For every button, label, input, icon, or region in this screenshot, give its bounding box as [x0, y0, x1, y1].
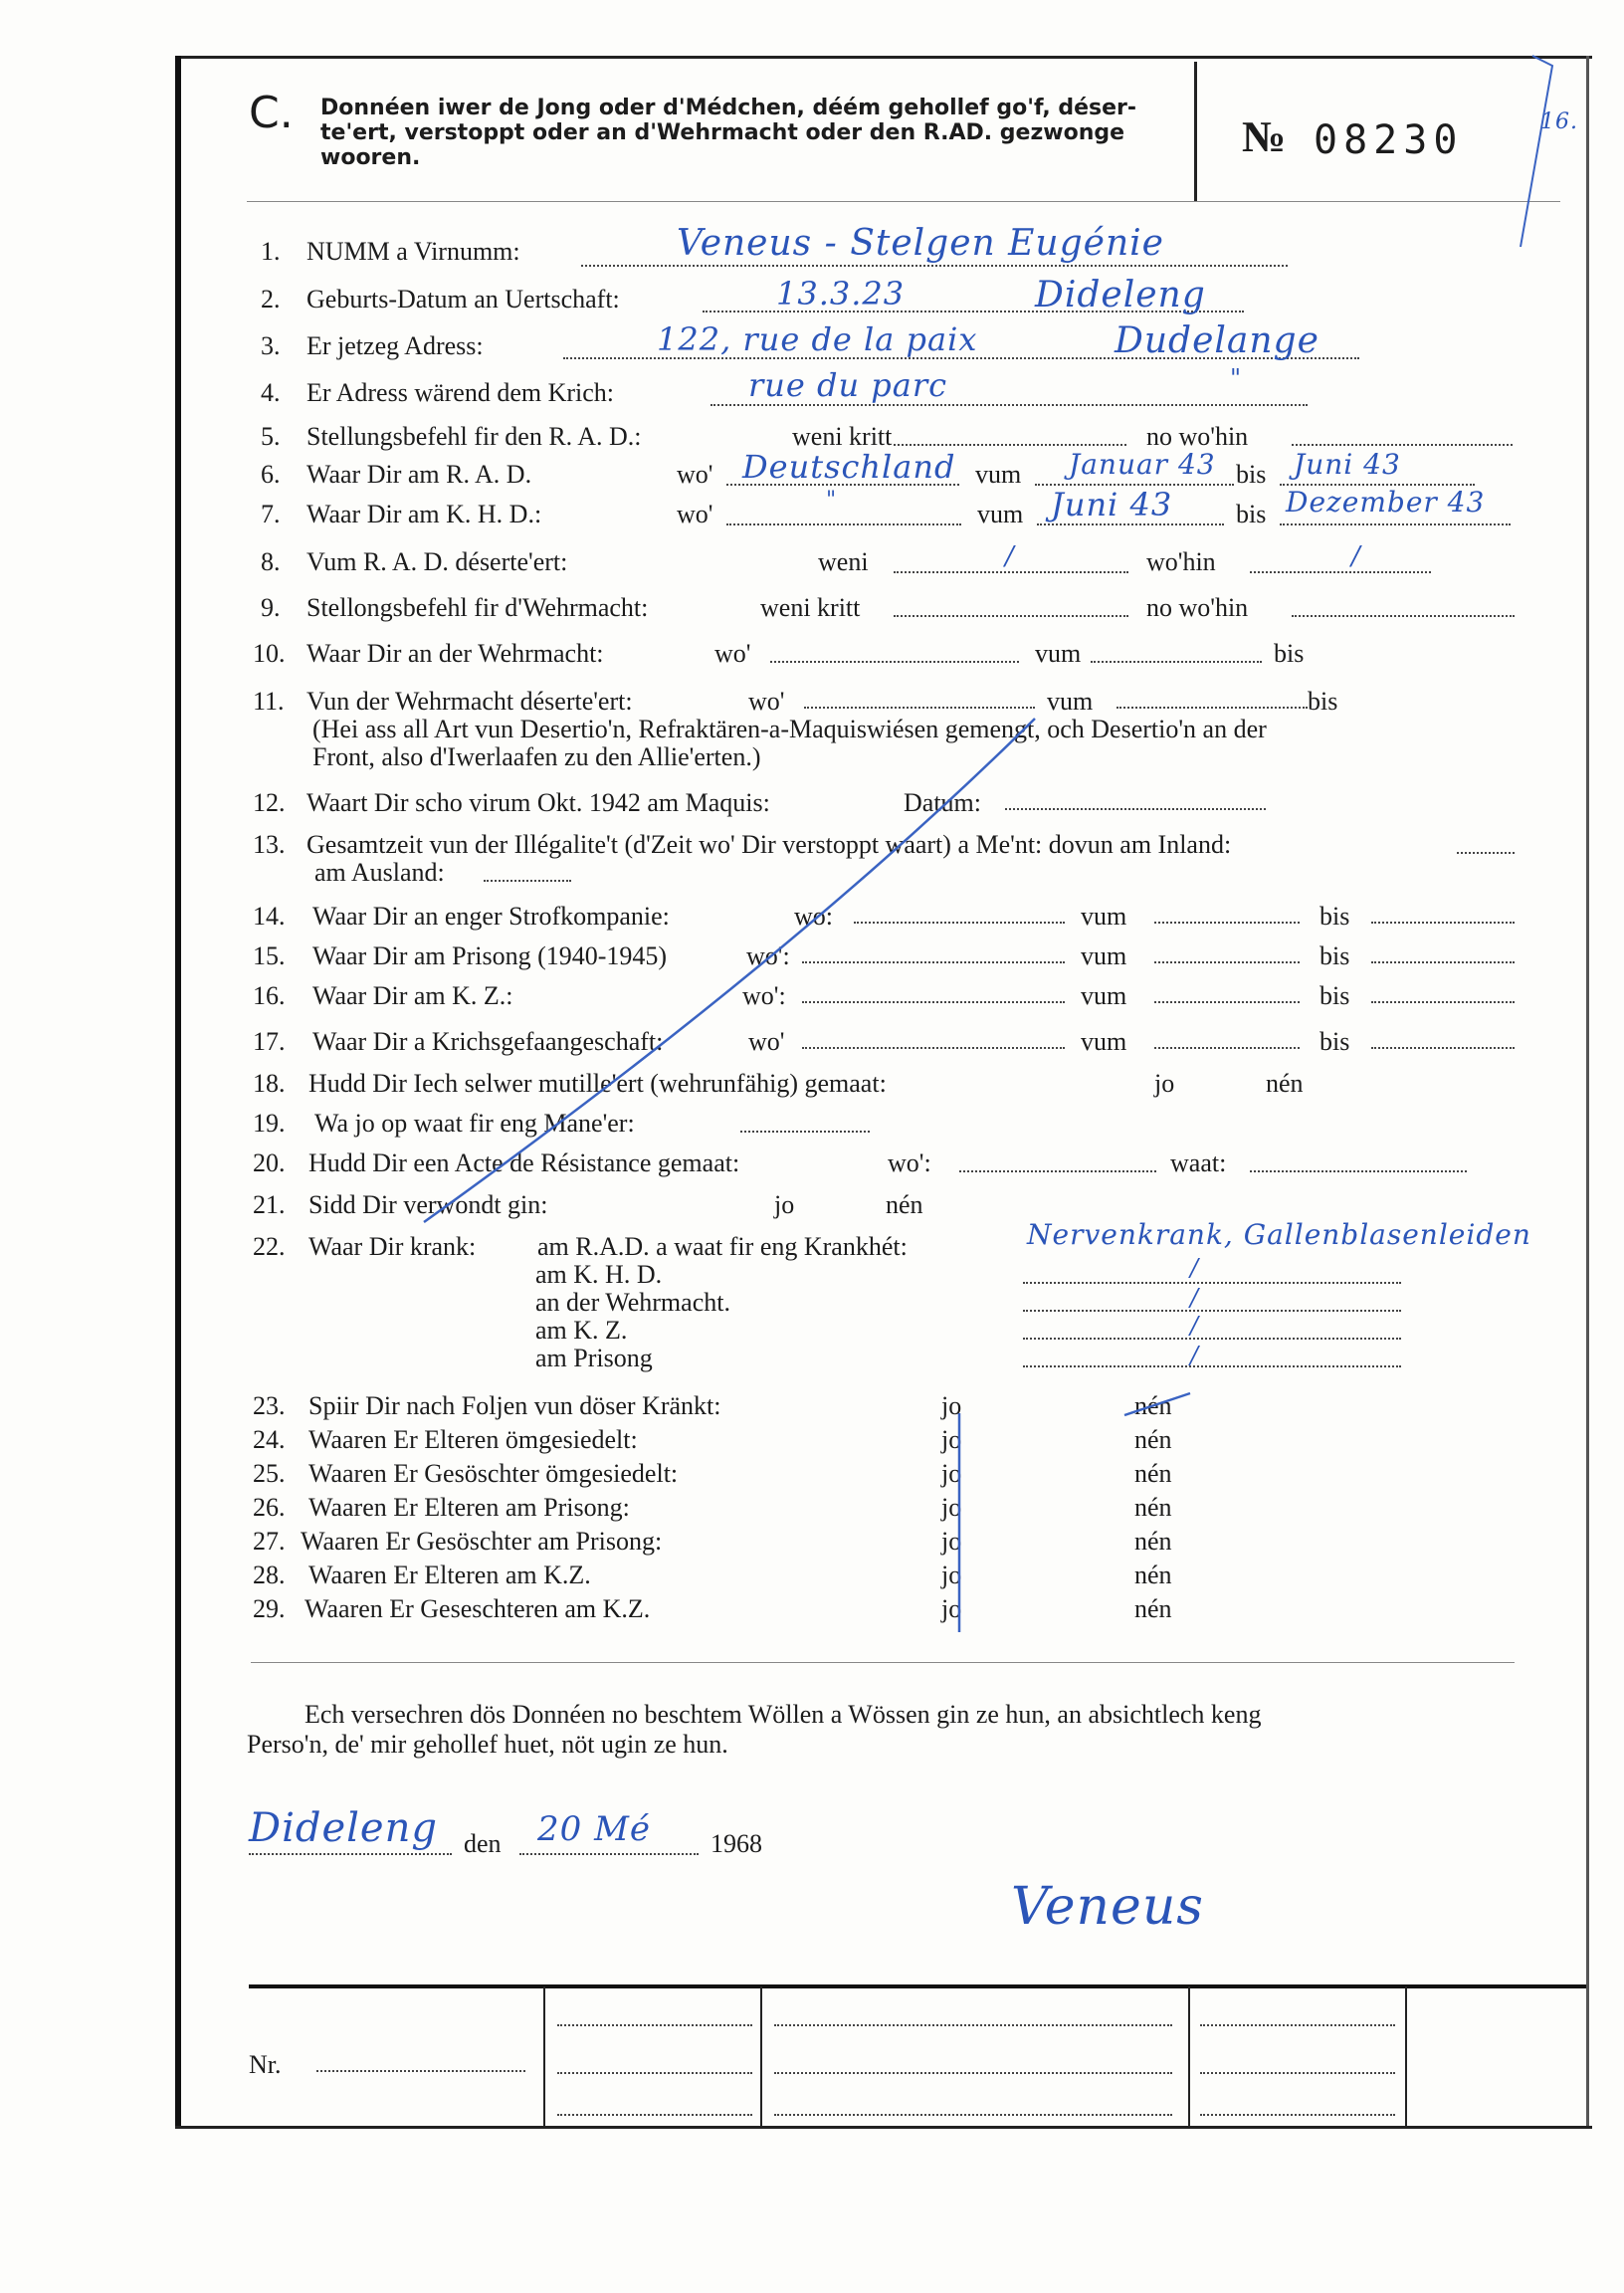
q14-label: Waar Dir an enger Strofkompanie:: [312, 902, 670, 931]
q2-date: 13.3.23: [776, 275, 906, 313]
q22-num: 22.: [253, 1232, 286, 1261]
footer-cell-2b: [774, 2072, 1172, 2074]
q8-num: 8.: [261, 547, 281, 576]
q27-jo: jo: [941, 1527, 962, 1556]
year-label: 1968: [710, 1829, 762, 1858]
q11-num: 11.: [253, 687, 285, 716]
q25-nen: nén: [1134, 1459, 1172, 1488]
section-letter: C.: [249, 88, 294, 138]
q29-num: 29.: [253, 1594, 286, 1623]
footer-col-4: [1405, 1986, 1407, 2126]
q25-jo: jo: [941, 1459, 962, 1488]
q15-bis: bis: [1320, 941, 1350, 970]
q26-nen: nén: [1134, 1493, 1172, 1522]
q16-wo: wo':: [742, 981, 786, 1010]
q21-label: Sidd Dir verwondt gin:: [308, 1190, 548, 1219]
q7-bis-answer: Dezember 43: [1286, 486, 1486, 519]
q8-label: Vum R. A. D. déserte'ert:: [306, 547, 568, 576]
q17-vum: vum: [1081, 1027, 1127, 1056]
q11-note-line-1: (Hei ass all Art vun Desertio'n, Refraktären-a-Maquiswiésen gemengt, och Desertio'n an der: [312, 715, 1267, 743]
q21-jo: jo: [774, 1190, 795, 1219]
signature-date: 20 Mé: [537, 1809, 652, 1849]
q25-label: Waaren Er Gesöschter ömgesiedelt:: [308, 1459, 679, 1488]
q22-sub-kz: am K. Z.: [535, 1316, 628, 1345]
footer-nr-line: [316, 2070, 525, 2072]
q6-num: 6.: [261, 460, 281, 489]
q7-vum-answer: Juni 43: [1051, 486, 1173, 523]
q26-label: Waaren Er Elteren am Prisong:: [308, 1493, 630, 1522]
q7-bis: bis: [1236, 500, 1267, 528]
q28-nen: nén: [1134, 1561, 1172, 1589]
footer-cell-1b: [557, 2072, 752, 2074]
q4-mark: ": [1230, 364, 1243, 392]
form-number: 08230: [1314, 117, 1464, 163]
q7-vum: vum: [977, 500, 1024, 528]
q22-sub-wehrmacht-mark: /: [1190, 1284, 1200, 1312]
q16-vum: vum: [1081, 981, 1127, 1010]
q2-label: Geburts-Datum an Uertschaft:: [306, 285, 620, 313]
q24-jo: jo: [941, 1425, 962, 1454]
header-title-line-3: wooren.: [320, 145, 421, 170]
q6-vum: vum: [975, 460, 1022, 489]
q13-line-1: Gesamtzeit vun der Illégalite't (d'Zeit wo' Dir verstoppt waart) a Me'nt: dovun am Inland:: [306, 830, 1232, 859]
q26-num: 26.: [253, 1493, 286, 1522]
date-line: [519, 1853, 699, 1855]
q18-nen: nén: [1266, 1069, 1304, 1098]
q14-wo: wo:: [794, 902, 833, 931]
place-line: [249, 1853, 452, 1855]
q6-bis: bis: [1236, 460, 1267, 489]
q26-jo: jo: [941, 1493, 962, 1522]
q22-label: Waar Dir krank:: [308, 1232, 477, 1261]
q28-label: Waaren Er Elteren am K.Z.: [308, 1561, 591, 1589]
q1-num: 1.: [261, 237, 281, 266]
q11-bis: bis: [1308, 687, 1338, 716]
q23-tick: [1124, 1393, 1190, 1415]
q27-nen: nén: [1134, 1527, 1172, 1556]
q11-wo: wo': [748, 687, 785, 716]
q15-wo: wo':: [746, 941, 790, 970]
q4-answer: rue du parc: [748, 366, 948, 404]
q13-num: 13.: [253, 830, 286, 859]
q14-num: 14.: [253, 902, 286, 931]
q24-label: Waaren Er Elteren ömgesiedelt:: [308, 1425, 638, 1454]
q1-answer: Veneus - Stelgen Eugénie: [677, 223, 1164, 264]
q10-bis: bis: [1274, 639, 1305, 668]
q12-num: 12.: [253, 788, 286, 817]
q9-label: Stellongsbefehl fir d'Wehrmacht:: [306, 593, 649, 622]
q22-sub-prisong-mark: /: [1190, 1342, 1200, 1369]
q8-weni: weni: [818, 547, 869, 576]
q24-nen: nén: [1134, 1425, 1172, 1454]
q9-weni: weni kritt: [760, 593, 861, 622]
q20-label: Hudd Dir een Acte de Résistance gemaat:: [308, 1148, 740, 1177]
q5-label: Stellungsbefehl fir den R. A. D.:: [306, 422, 642, 451]
q8-weni-answer: /: [1005, 541, 1015, 571]
header-title-line-1: Donnéen iwer de Jong oder d'Médchen, déém gehollef go'f, déser-: [320, 96, 1136, 120]
q5-num: 5.: [261, 422, 281, 451]
q15-vum: vum: [1081, 941, 1127, 970]
q19-num: 19.: [253, 1109, 286, 1138]
q29-label: Waaren Er Geseschteren am K.Z.: [304, 1594, 651, 1623]
q7-wo: wo': [677, 500, 713, 528]
margin-note: 16.: [1540, 109, 1578, 134]
q28-num: 28.: [253, 1561, 286, 1589]
declaration-line-1: Ech versechren dös Donnéen no beschtem Wöllen a Wössen gin ze hun, an absichtlech keng: [304, 1700, 1262, 1729]
footer-col-1: [543, 1986, 545, 2126]
q14-vum: vum: [1081, 902, 1127, 931]
q17-label: Waar Dir a Krichsgefaangeschaft:: [312, 1027, 664, 1056]
q21-nen: nén: [886, 1190, 923, 1219]
footer-cell-2c: [774, 2114, 1172, 2116]
q9-wohin: no wo'hin: [1146, 593, 1249, 622]
q25-num: 25.: [253, 1459, 286, 1488]
q22-rad: am R.A.D. a waat fir eng Krankhét:: [537, 1232, 908, 1261]
footer-cell-3a: [1200, 2024, 1395, 2026]
margin-stroke: [1521, 56, 1552, 247]
footer-col-2: [760, 1986, 762, 2126]
q1-label: NUMM a Virnumm:: [306, 237, 520, 266]
q20-num: 20.: [253, 1148, 286, 1177]
q5-weni: weni kritt: [792, 422, 893, 451]
signature-place: Dideleng: [249, 1805, 438, 1851]
q6-wo: wo': [677, 460, 713, 489]
q12-datum: Datum:: [904, 788, 981, 817]
q10-wo: wo': [714, 639, 751, 668]
footer-nr: Nr.: [249, 2050, 282, 2079]
q5-wohin: no wo'hin: [1146, 422, 1249, 451]
signature: Veneus: [1011, 1877, 1204, 1937]
q3-place: Dudelange: [1115, 320, 1320, 361]
q6-label: Waar Dir am R. A. D.: [306, 460, 532, 489]
footer-col-3: [1188, 1986, 1190, 2126]
q3-num: 3.: [261, 331, 281, 360]
q29-jo: jo: [941, 1594, 962, 1623]
den-label: den: [464, 1829, 502, 1858]
q20-waat: waat:: [1170, 1148, 1227, 1177]
q28-jo: jo: [941, 1561, 962, 1589]
footer-cell-3c: [1200, 2114, 1395, 2116]
q16-label: Waar Dir am K. Z.:: [312, 981, 513, 1010]
q23-label: Spiir Dir nach Foljen vun döser Kränkt:: [308, 1391, 721, 1420]
q3-answer: 122, rue de la paix: [657, 320, 978, 358]
q24-num: 24.: [253, 1425, 286, 1454]
q23-nen: nén: [1134, 1391, 1172, 1420]
q18-jo: jo: [1154, 1069, 1175, 1098]
q22-sub-kz-mark: /: [1190, 1312, 1200, 1340]
q6-vum-answer: Januar 43: [1069, 448, 1216, 481]
q16-bis: bis: [1320, 981, 1350, 1010]
q9-num: 9.: [261, 593, 281, 622]
q22-sub-wehrmacht: an der Wehrmacht.: [535, 1288, 730, 1317]
q16-num: 16.: [253, 981, 286, 1010]
q23-num: 23.: [253, 1391, 286, 1420]
header-title-line-2: te'ert, verstoppt oder an d'Wehrmacht oder den R.AD. gezwonge: [320, 120, 1125, 145]
footer-cell-2a: [774, 2024, 1172, 2026]
q10-num: 10.: [253, 639, 286, 668]
q7-num: 7.: [261, 500, 281, 528]
q22-sub-khd-mark: /: [1190, 1254, 1200, 1282]
q22-sub-khd: am K. H. D.: [535, 1260, 663, 1289]
q23-jo: jo: [941, 1391, 962, 1420]
q7-label: Waar Dir am K. H. D.:: [306, 500, 542, 528]
q13-line-2: am Ausland:: [314, 858, 445, 887]
q7-wo-answer: ": [826, 488, 838, 513]
footer-cell-1a: [557, 2024, 752, 2026]
q18-label: Hudd Dir Iech selwer mutille'ert (wehrunfähig) gemaat:: [308, 1069, 887, 1098]
q27-num: 27.: [253, 1527, 286, 1556]
q8-wohin: wo'hin: [1146, 547, 1216, 576]
q14-bis: bis: [1320, 902, 1350, 931]
number-sign: №: [1242, 112, 1287, 161]
q11-label: Vun der Wehrmacht déserte'ert:: [306, 687, 633, 716]
q6-wo-answer: Deutschland: [742, 448, 956, 486]
q29-nen: nén: [1134, 1594, 1172, 1623]
q17-wo: wo': [748, 1027, 785, 1056]
q10-vum: vum: [1035, 639, 1082, 668]
q15-num: 15.: [253, 941, 286, 970]
q11-vum: vum: [1047, 687, 1094, 716]
declaration-line-2: Perso'n, de' mir gehollef huet, nöt ugin ze hun.: [247, 1730, 728, 1759]
crossing-out-stroke: [424, 719, 1035, 1222]
q17-num: 17.: [253, 1027, 286, 1056]
footer-rule: [249, 1984, 1586, 1988]
q10-label: Waar Dir an der Wehrmacht:: [306, 639, 604, 668]
q20-wo: wo':: [888, 1148, 931, 1177]
q15-label: Waar Dir am Prisong (1940-1945): [312, 941, 668, 970]
q17-bis: bis: [1320, 1027, 1350, 1056]
q2-place: Dideleng: [1035, 275, 1206, 315]
q22-sub-prisong: am Prisong: [535, 1344, 653, 1372]
q8-wohin-answer: /: [1351, 541, 1361, 571]
q3-label: Er jetzeg Adress:: [306, 331, 484, 360]
q12-label: Waart Dir scho virum Okt. 1942 am Maquis:: [306, 788, 770, 817]
q6-bis-answer: Juni 43: [1294, 448, 1401, 481]
q18-num: 18.: [253, 1069, 286, 1098]
q22-answer: Nervenkrank, Gallenblasenleiden: [1027, 1218, 1531, 1251]
q19-label: Wa jo op waat fir eng Mane'er:: [314, 1109, 635, 1138]
q2-num: 2.: [261, 285, 281, 313]
q11-note-line-2: Front, also d'Iwerlaafen zu den Allie'erten.): [312, 742, 761, 771]
footer-cell-1c: [557, 2114, 752, 2116]
q21-num: 21.: [253, 1190, 286, 1219]
q4-label: Er Adress wärend dem Krich:: [306, 378, 615, 407]
section-rule: [251, 1662, 1515, 1663]
footer-cell-3b: [1200, 2072, 1395, 2074]
q27-label: Waaren Er Gesöschter am Prisong:: [301, 1527, 663, 1556]
q4-num: 4.: [261, 378, 281, 407]
